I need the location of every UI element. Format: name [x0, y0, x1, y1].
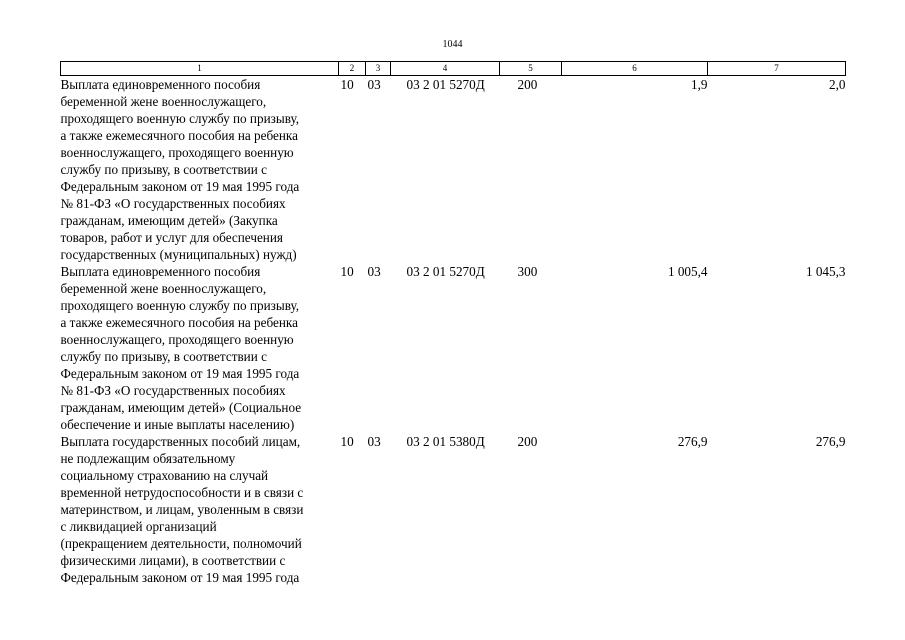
row-amount-col-6: 276,9	[677, 434, 708, 449]
page-number: 1044	[442, 39, 463, 50]
header-col-5: 5	[500, 62, 562, 76]
table-body	[61, 76, 846, 587]
row-name-line: Федеральным законом от 19 мая 1995 года	[60, 366, 300, 381]
row-expense-type-code: 200	[517, 77, 538, 92]
row-name-line: беременной жене военнослужащего,	[60, 281, 267, 296]
row-subsection-code: 03	[367, 264, 381, 279]
row-name-line: физическими лицами), в соответствии с	[60, 553, 286, 568]
row-expense-type-code: 300	[517, 264, 538, 279]
row-name-line: № 81-ФЗ «О государственных пособиях	[60, 383, 286, 398]
row-name-line: гражданам, имеющим детей» (Социальное	[60, 400, 302, 415]
row-name-line: военнослужащего, проходящего военную	[60, 145, 294, 160]
header-row	[61, 62, 846, 76]
row-subsection-code: 03	[367, 434, 381, 449]
row-subsection-code: 03	[367, 77, 381, 92]
row-name-line: беременной жене военнослужащего,	[60, 94, 267, 109]
header-col-2: 2	[339, 62, 366, 76]
row-name-line: не подлежащим обязательному	[60, 451, 236, 466]
row-amount-col-6: 1,9	[691, 77, 708, 92]
header-col-1: 1	[61, 62, 339, 76]
row-section-code: 10	[340, 434, 354, 449]
header-col-7: 7	[708, 62, 846, 76]
row-name-line: (прекращением деятельности, полномочий	[60, 536, 302, 551]
row-amount-col-6: 1 005,4	[667, 264, 708, 279]
row-amount-col-7: 2,0	[829, 77, 846, 92]
row-expense-type-code: 200	[517, 434, 538, 449]
row-name-line: № 81-ФЗ «О государственных пособиях	[60, 196, 286, 211]
row-amount-col-7: 1 045,3	[805, 264, 846, 279]
row-name-line: а также ежемесячного пособия на ребенка	[60, 128, 298, 143]
row-name-line: гражданам, имеющим детей» (Закупка	[60, 213, 278, 228]
row-target-article-code: 03 2 01 5380Д	[406, 434, 485, 449]
row-name-line: Федеральным законом от 19 мая 1995 года	[60, 570, 300, 585]
row-name-line: Выплата единовременного пособия	[60, 77, 261, 92]
row-name-cell	[61, 433, 339, 586]
row-name-line: проходящего военную службу по призыву,	[60, 298, 300, 313]
row-name-line: службу по призыву, в соответствии с	[60, 349, 267, 364]
row-name-line: временной нетрудоспособности и в связи с	[60, 485, 304, 500]
row-name-line: материнством, и лицам, уволенным в связи	[60, 502, 304, 517]
row-name-line: Выплата государственных пособий лицам,	[60, 434, 301, 449]
budget-table	[60, 61, 846, 586]
row-name-line: Выплата единовременного пособия	[60, 264, 261, 279]
row-target-article-code: 03 2 01 5270Д	[406, 264, 485, 279]
header-col-3: 3	[366, 62, 391, 76]
header-col-6: 6	[562, 62, 708, 76]
table-row	[61, 433, 846, 586]
row-name-line: а также ежемесячного пособия на ребенка	[60, 315, 298, 330]
row-name-line: службу по призыву, в соответствии с	[60, 162, 267, 177]
row-name-line: с ликвидацией организаций	[60, 519, 217, 534]
row-name-line: военнослужащего, проходящего военную	[60, 332, 294, 347]
row-name-line: обеспечение и иные выплаты населению)	[60, 417, 295, 432]
row-name-line: Федеральным законом от 19 мая 1995 года	[60, 179, 300, 194]
row-section-code: 10	[340, 264, 354, 279]
row-name-line: проходящего военную службу по призыву,	[60, 111, 300, 126]
row-target-article-code: 03 2 01 5270Д	[406, 77, 485, 92]
table-header	[61, 62, 846, 76]
row-section-code: 10	[340, 77, 354, 92]
row-amount-col-7: 276,9	[815, 434, 846, 449]
header-col-4: 4	[391, 62, 500, 76]
row-name-cell	[61, 263, 339, 433]
row-name-line: товаров, работ и услуг для обеспечения	[60, 230, 283, 245]
row-name-line: государственных (муниципальных) нужд)	[60, 247, 297, 262]
table-row	[61, 263, 846, 433]
row-name-cell	[61, 76, 339, 264]
table-row	[61, 76, 846, 264]
row-name-line: социальному страхованию на случай	[60, 468, 269, 483]
